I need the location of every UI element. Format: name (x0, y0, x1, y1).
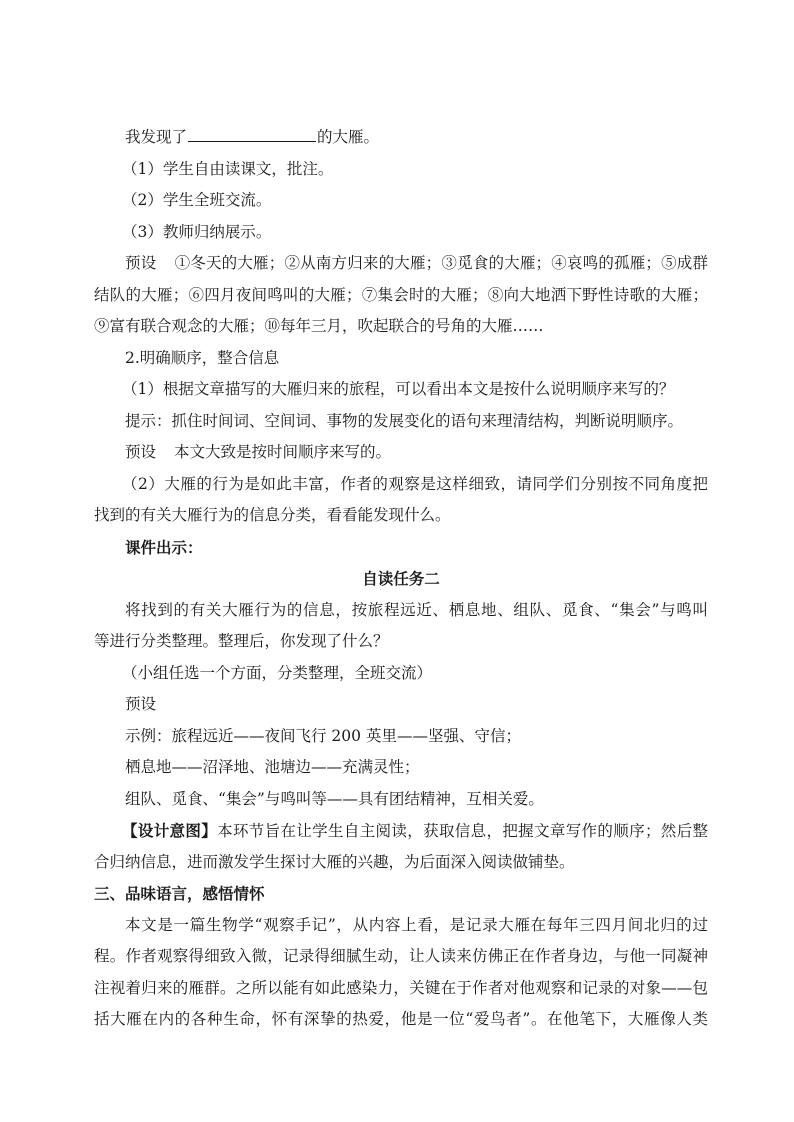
fill-in-blank (188, 125, 316, 142)
preset-1-line-1 (94, 248, 708, 280)
example-1: 示例：旅程远近——夜间飞行 200 英里——坚强、守信； (125, 726, 521, 745)
step-2-heading: 2.明确顺序，整合信息 (125, 348, 280, 367)
example-2: 栖息地——沼泽地、池塘边——充满灵性； (125, 758, 420, 776)
section-3-heading: 三、品味语言，感悟情怀 (94, 884, 265, 903)
question-2-line-2: 找到的有关大雁行为的信息分类，看看能发现什么。 (94, 506, 451, 524)
discover-prefix: 我发现了 (125, 128, 188, 146)
preset-1-line-3: ⑨富有联合观念的大雁；⑩每年三月，吹起联合的号角的大雁…… (94, 317, 544, 335)
paragraph-line-1: 本文是一篇生物学“观察手记”，从内容上看，是记录大雁在每年三四月间北归的过 (125, 915, 708, 934)
design-intent-line-2: 合归纳信息，进而激发学生探讨大雁的兴趣，为后面深入阅读做铺垫。 (94, 852, 575, 871)
courseware-label: 课件出示： (125, 537, 203, 557)
preset-2 (94, 437, 708, 469)
step-3-summary: （3）教师归纳展示。 (122, 222, 272, 241)
design-intent-text-1: 本环节旨在让学生自主阅读，获取信息，把握文章写作的顺序；然后整 (217, 822, 708, 840)
discover-suffix: 的大雁。 (317, 128, 380, 146)
preset-2-text: 本文大致是按时间顺序来写的。 (174, 443, 392, 461)
document-body (94, 122, 708, 1036)
paragraph-line-2: 程。作者观察得细致入微，记录得细腻生动，让人读来仿佛正在作者身边，与他一同凝神 (94, 947, 708, 965)
task-line-1: 将找到的有关大雁行为的信息，按旅程远近、栖息地、组队、觅食、“集会”与鸣叫 (125, 600, 708, 619)
paragraph-line-4: 括大雁在内的各种生命，怀有深挚的热爱，他是一位“爱鸟者”。在他笔下，大雁像人类 (94, 1010, 708, 1028)
example-3: 组队、觅食、“集会”与鸣叫等——具有团结精神，互相关爱。 (125, 789, 544, 808)
design-intent-label: 【设计意图】 (122, 821, 218, 840)
preset-1-label: 预设 (125, 254, 157, 272)
question-2-line-1: （2）大雁的行为是如此丰富，作者的观察是这样细致，请同学们分别按不同角度把 (122, 474, 708, 493)
task-line-2: 等进行分类整理。整理后，你发现了什么？ (94, 632, 389, 650)
question-1: （1）根据文章描写的大雁归来的旅程，可以看出本文是按什么说明顺序来写的？ (122, 380, 675, 398)
discover-line (94, 122, 708, 154)
paragraph-line-3: 注视着归来的雁群。之所以能有如此感染力，关键在于作者对他观察和记录的对象——包 (94, 978, 708, 997)
step-2-discuss: （2）学生全班交流。 (122, 191, 272, 209)
design-intent-line-1 (94, 815, 708, 847)
preset-2-label: 预设 (125, 443, 157, 461)
preset-1-line-2: 结队的大雁；⑥四月夜间鸣叫的大雁；⑦集会时的大雁；⑧向大地洒下野性诗歌的大雁； (94, 285, 708, 304)
preset-3-label: 预设 (125, 695, 157, 713)
preset-1-text-1: ①冬天的大雁；②从南方归来的大雁；③觅食的大雁；④哀鸣的孤雁；⑤成群 (174, 254, 708, 272)
task-note: （小组任选一个方面，分类整理，全班交流） (122, 663, 433, 682)
step-1-read: （1）学生自由读课文，批注。 (122, 159, 334, 178)
hint-text: 提示：抓住时间词、空间词、事物的发展变化的语句来理清结构，判断说明顺序。 (125, 411, 684, 430)
task-title: 自读任务二 (362, 569, 440, 588)
